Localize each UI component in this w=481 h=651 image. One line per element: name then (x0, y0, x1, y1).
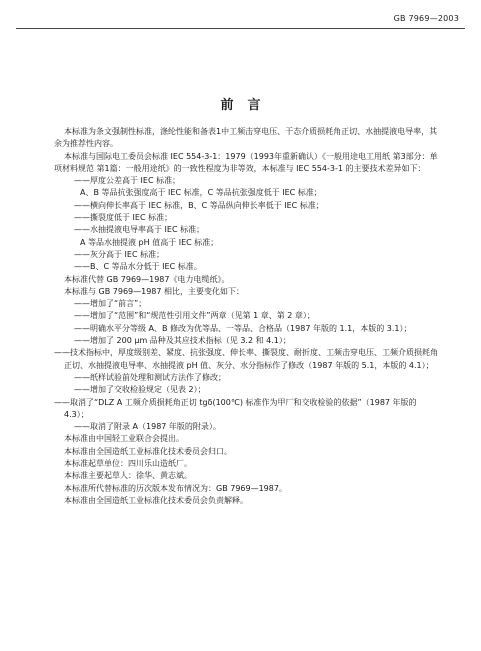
para-changes: 本标准与 GB 7969—1987 相比，主要变化如下： (64, 286, 245, 296)
para-equivalence: 本标准与国际电工委员会标准 IEC 554-3-1：1979（1993年重新确认）《一般用途电工用纸 第3部分：单项材料规范 第1篇：一般用途纸》的一致性程度为非等效，本标准与 IEC 554-3-1 的主要技术差异如下： (54, 151, 438, 173)
change-item: ——取消了“DLZ A 工频介质损耗角正切 tgδ(100℃) 标准作为甲厂和交收检验的依据”（1987 年版的 4.3）； (54, 397, 417, 419)
change-item: ——增加了“范围”和“规范性引用文件”两章（见第 1 章、第 2 章）； (74, 311, 315, 321)
change-item: ——纸样试验前处理和测试方法作了修改； (74, 372, 226, 382)
para-intro: 本标准为条文强制性标准，涤纶性能和备表1中工频击穿电压、干态介质损耗角正切、水抽提液电导率，其余为推荐性内容。 (54, 127, 438, 149)
diff-item: A 等品水抽提液 pH 值高于 IEC 标准； (80, 237, 219, 247)
diff-item: ——B、C 等品水分低于 IEC 标准。 (74, 262, 202, 272)
para-interpretation: 本标准由全国造纸工业标准化技术委员会负责解释。 (64, 495, 248, 505)
change-item: ——增加了 200 μm 品种及其应技术指标（见 3.2 和 4.1）； (74, 336, 291, 346)
diff-item: ——撕裂度低于 IEC 标准； (74, 213, 173, 223)
diff-item: ——横向伸长率高于 IEC 标准，B、C 等品纵向伸长率低于 IEC 标准； (74, 200, 324, 210)
diff-item: A、B 等品抗张强度高于 IEC 标准，C 等品抗张强度低于 IEC 标准； (80, 188, 322, 198)
para-proposed-by: 本标准由中国轻工业联合会提出。 (64, 434, 184, 444)
para-replaces: 本标准代替 GB 7969—1987《电力电缆纸》。 (64, 274, 230, 284)
diff-item: ——厚度公差高于 IEC 标准； (74, 176, 181, 186)
change-item: ——增加了交收检验规定（见表 2）； (74, 385, 206, 395)
para-history: 本标准所代替标准的历次版本发布情况为：GB 7969—1987。 (64, 483, 287, 493)
para-drafters: 本标准主要起草人：徐华、黄志斌。 (64, 471, 192, 481)
para-centralized-by: 本标准由全国造纸工业标准化技术委员会归口。 (64, 446, 232, 456)
diff-item: ——灰分高于 IEC 标准； (74, 249, 165, 259)
header-rule (16, 28, 465, 29)
change-item: ——明确水平分等级 A、B 修改为优等品、一等品、合格品（1987 年版的 1.1，本版的 3.1）； (74, 323, 412, 333)
preface-body (54, 126, 441, 507)
change-item: ——取消了附录 A（1987 年版的附录）。 (74, 422, 221, 432)
change-item: ——增加了“前言”； (74, 299, 147, 309)
standard-code: GB 7969—2003 (393, 14, 459, 23)
diff-item: ——水抽提液电导率高于 IEC 标准； (74, 225, 205, 235)
page-title: 前言 (220, 98, 275, 113)
para-drafting-unit: 本标准起草单位：四川乐山造纸厂。 (64, 459, 192, 469)
change-item: ——技术指标中，厚度级别差、紧度、抗张强度、伸长率、撕裂度、耐折度、工频击穿电压、工频介质损耗角正切、水抽提液电导率、水抽提液 pH 值、灰分、水分指标作了修改（1987 年版的 5.1，本版的 4.1）； (54, 348, 438, 370)
